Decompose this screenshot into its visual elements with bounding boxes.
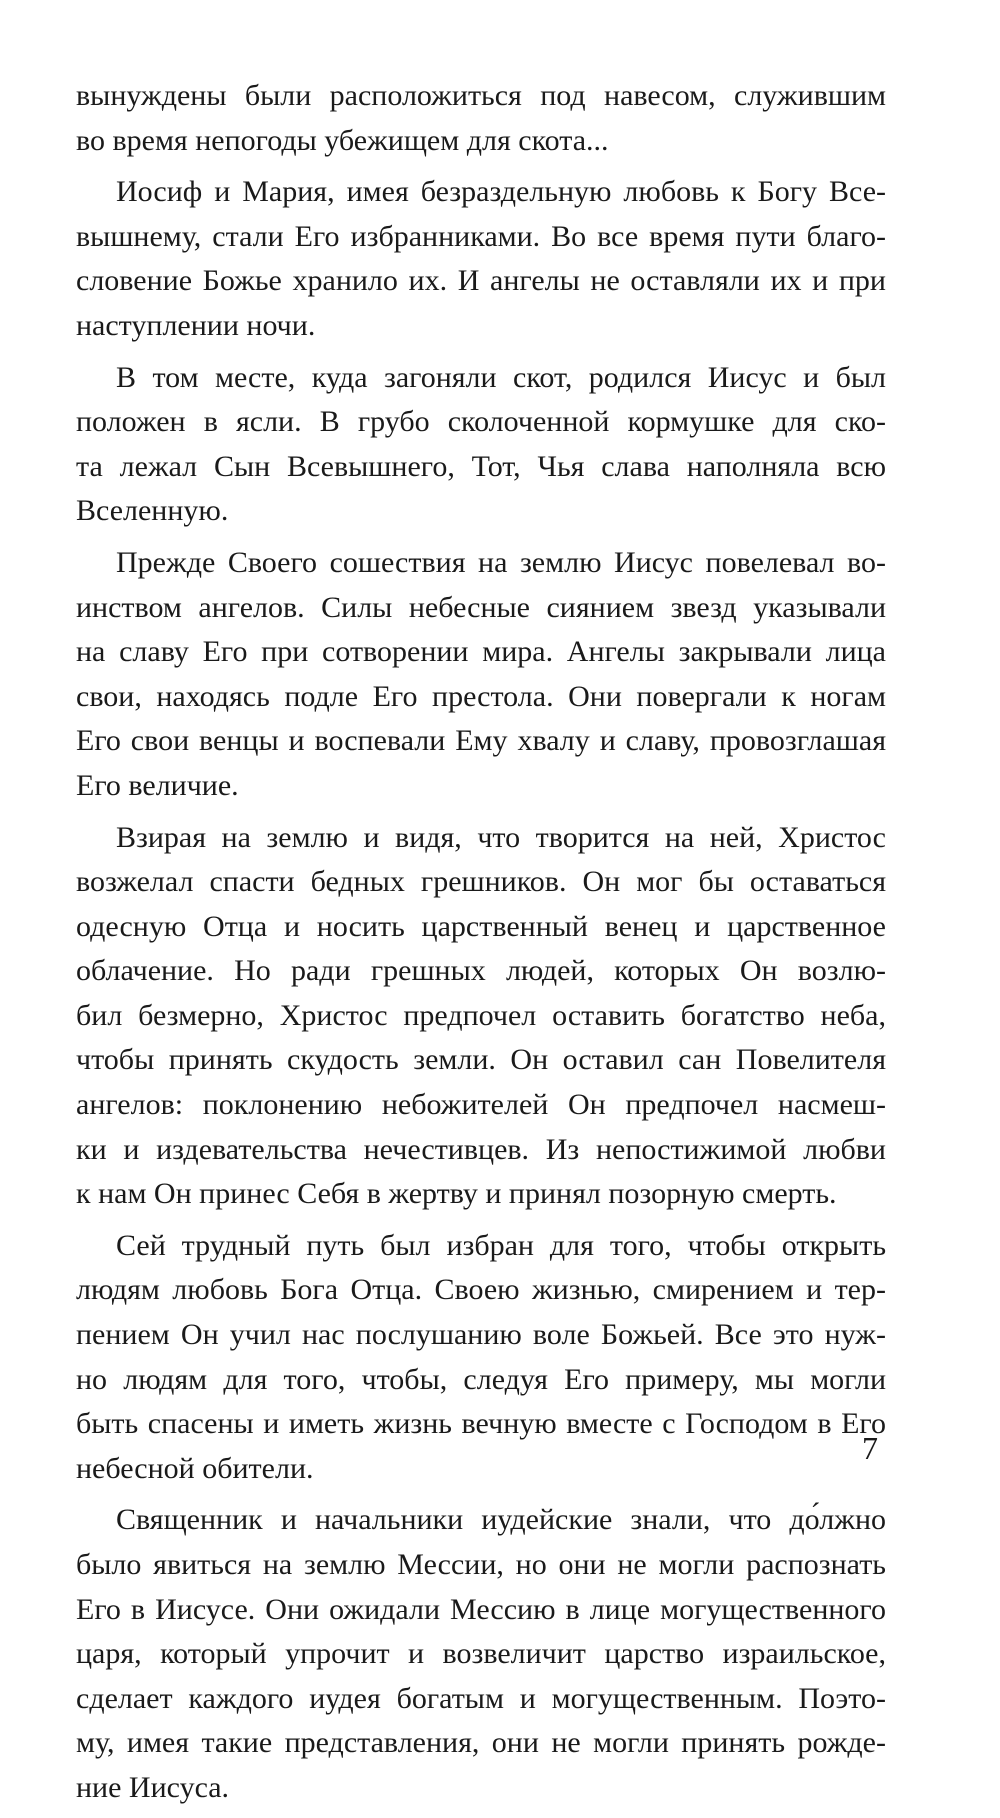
text-line: бил безмерно, Христос предпочел оставить богатство неба, [76, 998, 886, 1032]
body-text [76, 74, 886, 1818]
text-line: возжелал спасти бедных грешников. Он мог бы оставаться [76, 865, 886, 899]
text-line: положен в ясли. В грубо сколоченной кормушке для ско- [76, 405, 886, 439]
text-line: свои, находясь подле Его престола. Они повергали к ногам [76, 679, 886, 713]
text-line: царя, который упрочит и возвеличит царство израильское, [76, 1637, 886, 1671]
text-line: Сей трудный путь был избран для того, чтобы открыть [116, 1228, 886, 1262]
text-line: облачение. Но ради грешных людей, которых Он возлю- [76, 954, 886, 988]
text-line: чтобы принять скудость земли. Он оставил сан Повелителя [76, 1043, 886, 1077]
text-line: вынуждены были расположиться под навесом, служившим [76, 79, 886, 112]
text-line: наступлении ночи. [76, 308, 316, 342]
paragraph [76, 356, 886, 534]
text-line: Его величие. [76, 768, 239, 802]
text-line: ки и издевательства нечестивцев. Из непостижимой любви [76, 1132, 886, 1166]
text-line: ангелов: поклонению небожителей Он предпочел насмеш- [76, 1088, 886, 1122]
text-line: словение Божье хранило их. И ангелы не оставляли их и при [76, 264, 886, 298]
text-line: Вселенную. [76, 494, 229, 528]
text-line: небесной обители. [76, 1451, 314, 1485]
text-line: Взирая на землю и видя, что творится на ней, Христос [116, 820, 886, 854]
text-line: Его в Иисусе. Они ожидали Мессию в лице могущественного [76, 1592, 886, 1626]
text-line: му, имея такие представления, они не могли принять рожде- [76, 1726, 886, 1760]
text-line: пением Он учил нас послушанию воле Божьей. Все это нуж- [76, 1318, 886, 1352]
text-line: во время непогоды убежищем для скота... [76, 123, 609, 157]
text-line: В том месте, куда загоняли скот, родился Иисус и был [116, 360, 886, 394]
text-line: ние Иисуса. [76, 1770, 230, 1804]
text-line: сделает каждого иудея богатым и могущественным. Поэто- [76, 1681, 886, 1715]
paragraph [76, 1224, 886, 1492]
paragraph [76, 816, 886, 1217]
text-line: было явиться на землю Мессии, но они не могли распознать [76, 1548, 886, 1581]
text-line: Священник и начальники иудейские знали, что до́лжно [116, 1503, 886, 1537]
text-line: к нам Он принес Себя в жертву и принял позорную смерть. [76, 1177, 837, 1211]
text-line: на славу Его при сотворении мира. Ангелы закрывали лица [76, 635, 886, 669]
text-line: одесную Отца и носить царственный венец и царственное [76, 909, 886, 943]
text-line: быть спасены и иметь жизнь вечную вместе с Господом в Его [76, 1407, 886, 1441]
page-number: 7 [862, 1430, 878, 1466]
text-line: Прежде Своего сошествия на землю Иисус повелевал во- [116, 545, 886, 579]
text-line: но людям для того, чтобы, следуя Его примеру, мы могли [76, 1362, 886, 1396]
text-line: вышнему, стали Его избранниками. Во все время пути благо- [76, 219, 886, 253]
text-line: инством ангелов. Силы небесные сиянием звезд указывали [76, 590, 886, 624]
paragraph [76, 1498, 886, 1810]
text-line: Иосиф и Мария, имея безраздельную любовь к Богу Все- [116, 175, 886, 209]
paragraph [76, 541, 886, 809]
paragraph [76, 74, 886, 163]
text-line: людям любовь Бога Отца. Своею жизнью, смирением и тер- [76, 1273, 886, 1307]
text-line: та лежал Сын Всевышнего, Тот, Чья слава наполняла всю [76, 449, 886, 483]
text-line: Его свои венцы и воспевали Ему хвалу и славу, провозглашая [76, 724, 886, 758]
paragraph [76, 170, 886, 348]
